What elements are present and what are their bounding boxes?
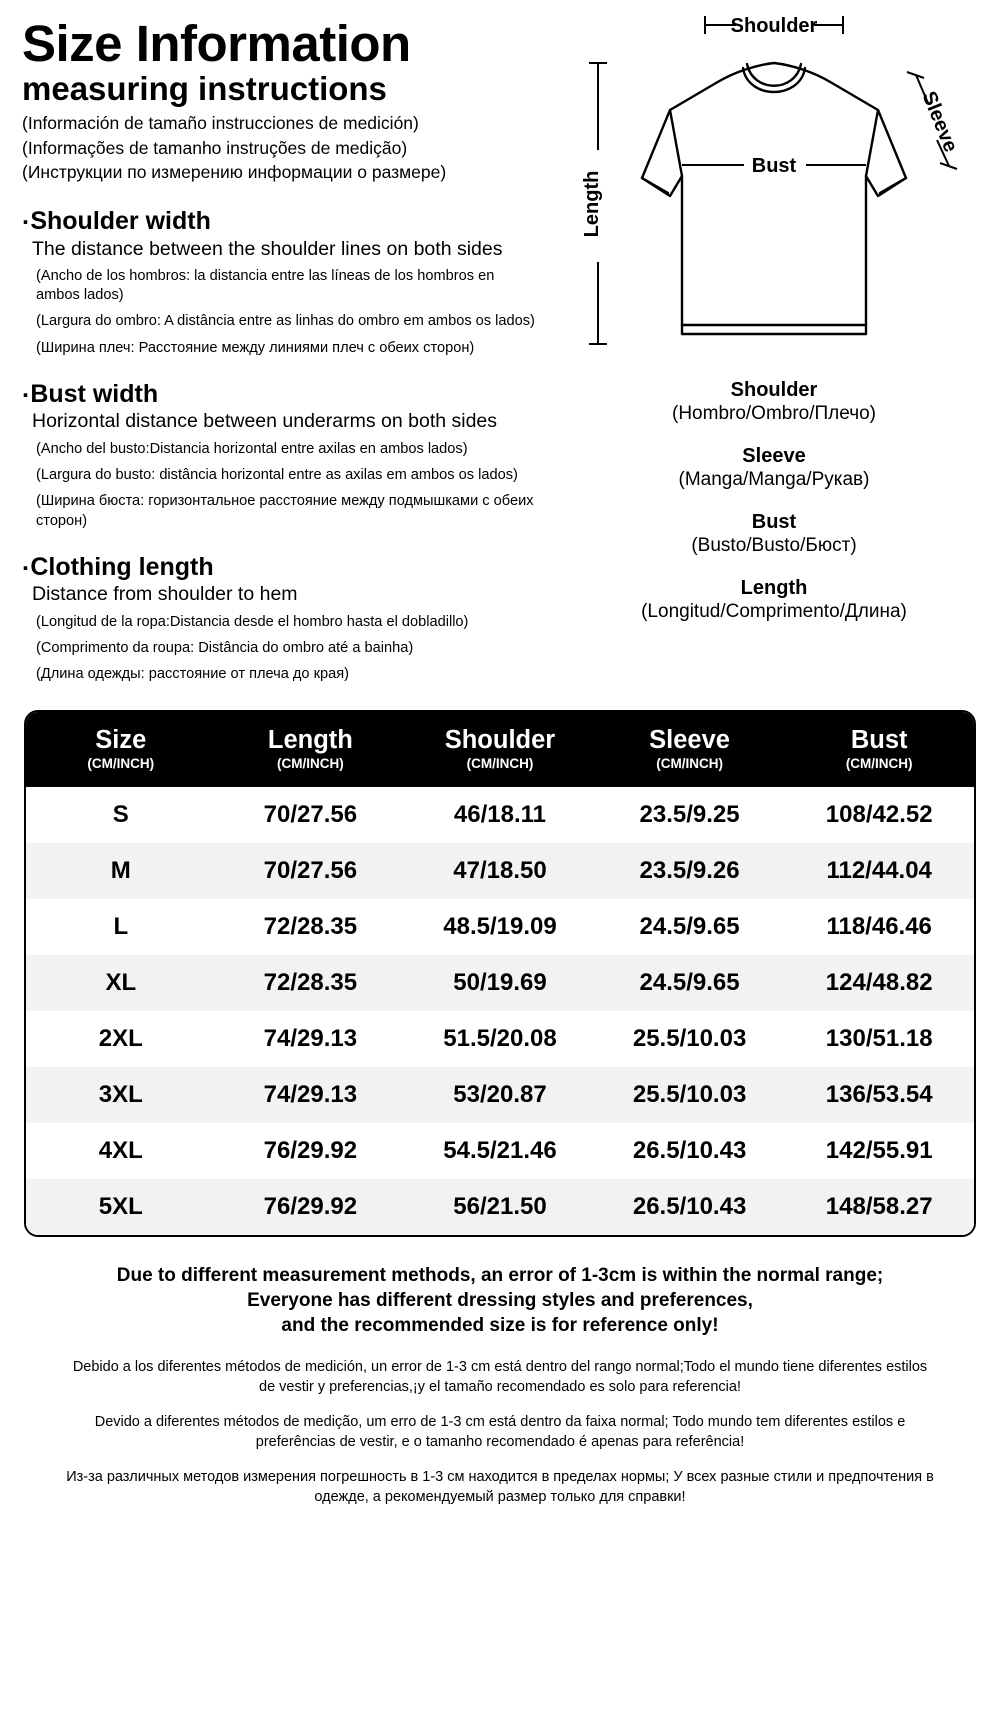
column-header-length-unit: (CM/INCH): [277, 756, 344, 772]
legend-bust-english: Bust: [751, 511, 797, 533]
cell-length: 74/29.13: [263, 1080, 358, 1108]
section-shoulder-width-es: (Ancho de los hombros: la distancia entre las líneas de los hombros en ambos lados): [36, 267, 495, 304]
cell-size: 5XL: [98, 1192, 143, 1220]
section-bust-width: [22, 380, 548, 531]
cell-length: 70/27.56: [263, 800, 358, 828]
section-bust-width-english: Horizontal distance between underarms on both sides: [32, 410, 498, 433]
cell-bust: 112/44.04: [826, 856, 932, 884]
cell-length: 70/27.56: [263, 856, 358, 884]
measurement-legend: [548, 375, 1000, 623]
size-chart-body: [26, 787, 974, 1235]
cell-sleeve: 23.5/9.25: [639, 800, 740, 828]
legend-bust-translation: (Busto/Busto/Бюст): [691, 534, 857, 556]
page-subtitle: measuring instructions: [22, 70, 387, 108]
footer-notes: [0, 1237, 1000, 1508]
column-header-sleeve-unit: (CM/INCH): [656, 756, 723, 772]
table-row: [26, 1123, 974, 1179]
section-bust-width-pt: (Largura do busto: distância horizontal entre as axilas em ambos os lados): [36, 467, 518, 483]
section-clothing-length-heading: Clothing length: [30, 552, 214, 581]
cell-bust: 136/53.54: [825, 1080, 933, 1108]
cell-size: S: [112, 800, 129, 828]
column-header-sleeve-label: Sleeve: [649, 726, 730, 754]
footer-russian: Из-за различных методов измерения погрешность в 1-3 см находится в пределах нормы; У всех разные стили и предпочтения в одежде, а рекомендуемый размер только для справки!: [66, 1469, 934, 1505]
column-header-shoulder-label: Shoulder: [444, 726, 556, 754]
cell-shoulder: 56/21.50: [453, 1192, 547, 1220]
bullet-icon: ·: [22, 554, 31, 583]
column-header-bust-unit: (CM/INCH): [845, 756, 913, 772]
table-row: [26, 955, 974, 1011]
diagram-label-bust: Bust: [751, 155, 797, 177]
table-header-row: [26, 712, 974, 787]
cell-size: XL: [105, 968, 137, 996]
cell-size: 3XL: [98, 1080, 143, 1108]
cell-shoulder: 48.5/19.09: [443, 912, 557, 940]
section-clothing-length-title: [22, 553, 548, 582]
section-bust-width-heading: Bust width: [30, 379, 159, 408]
cell-length: 72/28.35: [263, 968, 358, 996]
header-translation-pt: (Informações de tamanho instruções de medição): [22, 137, 408, 158]
table-row: [26, 1067, 974, 1123]
cell-sleeve: 23.5/9.26: [639, 856, 740, 884]
instructions-column: [0, 0, 548, 710]
cell-shoulder: 54.5/21.46: [443, 1136, 557, 1164]
table-row: [26, 1011, 974, 1067]
cell-bust: 148/58.27: [825, 1192, 933, 1220]
legend-length-translation: (Longitud/Comprimento/Длина): [641, 600, 907, 622]
cell-bust: 108/42.52: [825, 800, 933, 828]
column-header-shoulder: [405, 712, 595, 787]
legend-item-bust: [548, 511, 1000, 557]
header-translation-ru: (Инструкции по измерению информации о размере): [22, 162, 447, 183]
page-title: Size Information: [22, 15, 411, 72]
cell-shoulder: 51.5/20.08: [443, 1024, 557, 1052]
cell-sleeve: 26.5/10.43: [632, 1136, 747, 1164]
section-shoulder-width: [22, 207, 548, 358]
footer-english-line-2: Everyone has different dressing styles and preferences,: [247, 1290, 753, 1312]
tshirt-diagram: [548, 0, 1000, 375]
column-header-sleeve: [595, 712, 785, 787]
cell-sleeve: 24.5/9.65: [639, 968, 740, 996]
section-clothing-length-es: (Longitud de la ropa:Distancia desde el hombro hasta el dobladillo): [36, 613, 469, 630]
cell-shoulder: 50/19.69: [453, 968, 547, 996]
footer-spanish: Debido a los diferentes métodos de medición, un error de 1-3 cm está dentro del rango normal;Todo el mundo tiene diferentes estilos de vestir y preferencias,¡y el tamaño recomendado es solo para referencia!: [72, 1359, 928, 1395]
section-clothing-length-ru: (Длина одежды: расстояние от плеча до края): [36, 666, 349, 683]
top-section: [0, 0, 1000, 710]
section-clothing-length-pt: (Comprimento da roupa: Distância do ombro até a bainha): [36, 639, 414, 656]
section-shoulder-width-english: The distance between the shoulder lines on both sides: [32, 237, 503, 260]
diagram-label-shoulder: Shoulder: [730, 15, 818, 37]
table-row: [26, 843, 974, 899]
legend-item-length: [548, 577, 1000, 623]
column-header-size-label: Size: [95, 726, 147, 754]
cell-bust: 142/55.91: [825, 1136, 933, 1164]
cell-size: 4XL: [98, 1136, 143, 1164]
cell-size: L: [113, 912, 129, 940]
cell-sleeve: 25.5/10.03: [632, 1080, 747, 1108]
cell-size: M: [110, 856, 131, 884]
legend-shoulder-translation: (Hombro/Ombro/Плечо): [672, 402, 876, 424]
column-header-size: [26, 712, 216, 787]
cell-length: 74/29.13: [263, 1024, 358, 1052]
section-clothing-length: [22, 553, 548, 685]
section-shoulder-width-ru: (Ширина плеч: Расстояние между линиями плеч с обеих сторон): [36, 339, 475, 356]
cell-length: 72/28.35: [263, 912, 358, 940]
bullet-icon: ·: [22, 381, 31, 410]
cell-shoulder: 53/20.87: [453, 1080, 547, 1108]
legend-sleeve-translation: (Manga/Manga/Рукав): [678, 468, 870, 490]
footer-english-line-3: and the recommended size is for reference only!: [281, 1315, 719, 1337]
column-header-bust-label: Bust: [850, 726, 908, 754]
section-bust-width-title: [22, 380, 548, 409]
diagram-label-length: Length: [581, 170, 603, 238]
footer-portuguese: Devido a diferentes métodos de medição, um erro de 1-3 cm está dentro da faixa normal; Todo mundo tem diferentes estilos e preferências de vestir, e o tamanho recomendado é apenas para referência!: [94, 1414, 906, 1450]
legend-item-shoulder: [548, 379, 1000, 425]
cell-length: 76/29.92: [263, 1136, 358, 1164]
section-shoulder-width-pt: (Largura do ombro: A distância entre as linhas do ombro em ambos os lados): [36, 313, 535, 330]
column-header-shoulder-unit: (CM/INCH): [466, 756, 534, 772]
table-row: [26, 899, 974, 955]
footer-english-line-1: Due to different measurement methods, an error of 1-3cm is within the normal range;: [116, 1264, 884, 1286]
section-bust-width-ru: (Ширина бюста: горизонтальное расстояние между подмышками с обеих сторон): [36, 493, 534, 529]
cell-size: 2XL: [98, 1024, 143, 1052]
diagram-label-sleeve: Sleeve: [917, 88, 962, 156]
header-translation-es: (Información de tamaño instrucciones de medición): [22, 112, 419, 133]
footer-english: [40, 1263, 960, 1338]
cell-shoulder: 46/18.11: [453, 800, 547, 828]
cell-sleeve: 24.5/9.65: [639, 912, 740, 940]
size-chart-header: [26, 712, 974, 787]
diagram-column: [548, 0, 1000, 710]
cell-sleeve: 25.5/10.03: [632, 1024, 747, 1052]
column-header-length: [216, 712, 406, 787]
legend-item-sleeve: [548, 445, 1000, 491]
size-chart-table-wrapper: [24, 710, 976, 1237]
column-header-size-unit: (CM/INCH): [87, 756, 155, 772]
section-bust-width-es: (Ancho del busto:Distancia horizontal entre axilas en ambos lados): [36, 440, 468, 457]
cell-bust: 118/46.46: [826, 912, 932, 940]
legend-length-english: Length: [740, 577, 808, 599]
cell-sleeve: 26.5/10.43: [632, 1192, 747, 1220]
cell-bust: 124/48.82: [825, 968, 933, 996]
cell-length: 76/29.92: [263, 1192, 358, 1220]
legend-shoulder-english: Shoulder: [730, 379, 818, 401]
cell-bust: 130/51.18: [825, 1024, 933, 1052]
table-row: [26, 787, 974, 843]
section-shoulder-width-title: [22, 207, 548, 236]
cell-shoulder: 47/18.50: [453, 856, 547, 884]
section-clothing-length-english: Distance from shoulder to hem: [32, 583, 298, 606]
section-shoulder-width-heading: Shoulder width: [30, 207, 211, 236]
column-header-length-label: Length: [267, 726, 353, 754]
table-row: [26, 1179, 974, 1235]
legend-sleeve-english: Sleeve: [742, 445, 806, 467]
column-header-bust: [784, 712, 974, 787]
bullet-icon: ·: [22, 208, 31, 237]
size-chart-table: [26, 712, 974, 1235]
